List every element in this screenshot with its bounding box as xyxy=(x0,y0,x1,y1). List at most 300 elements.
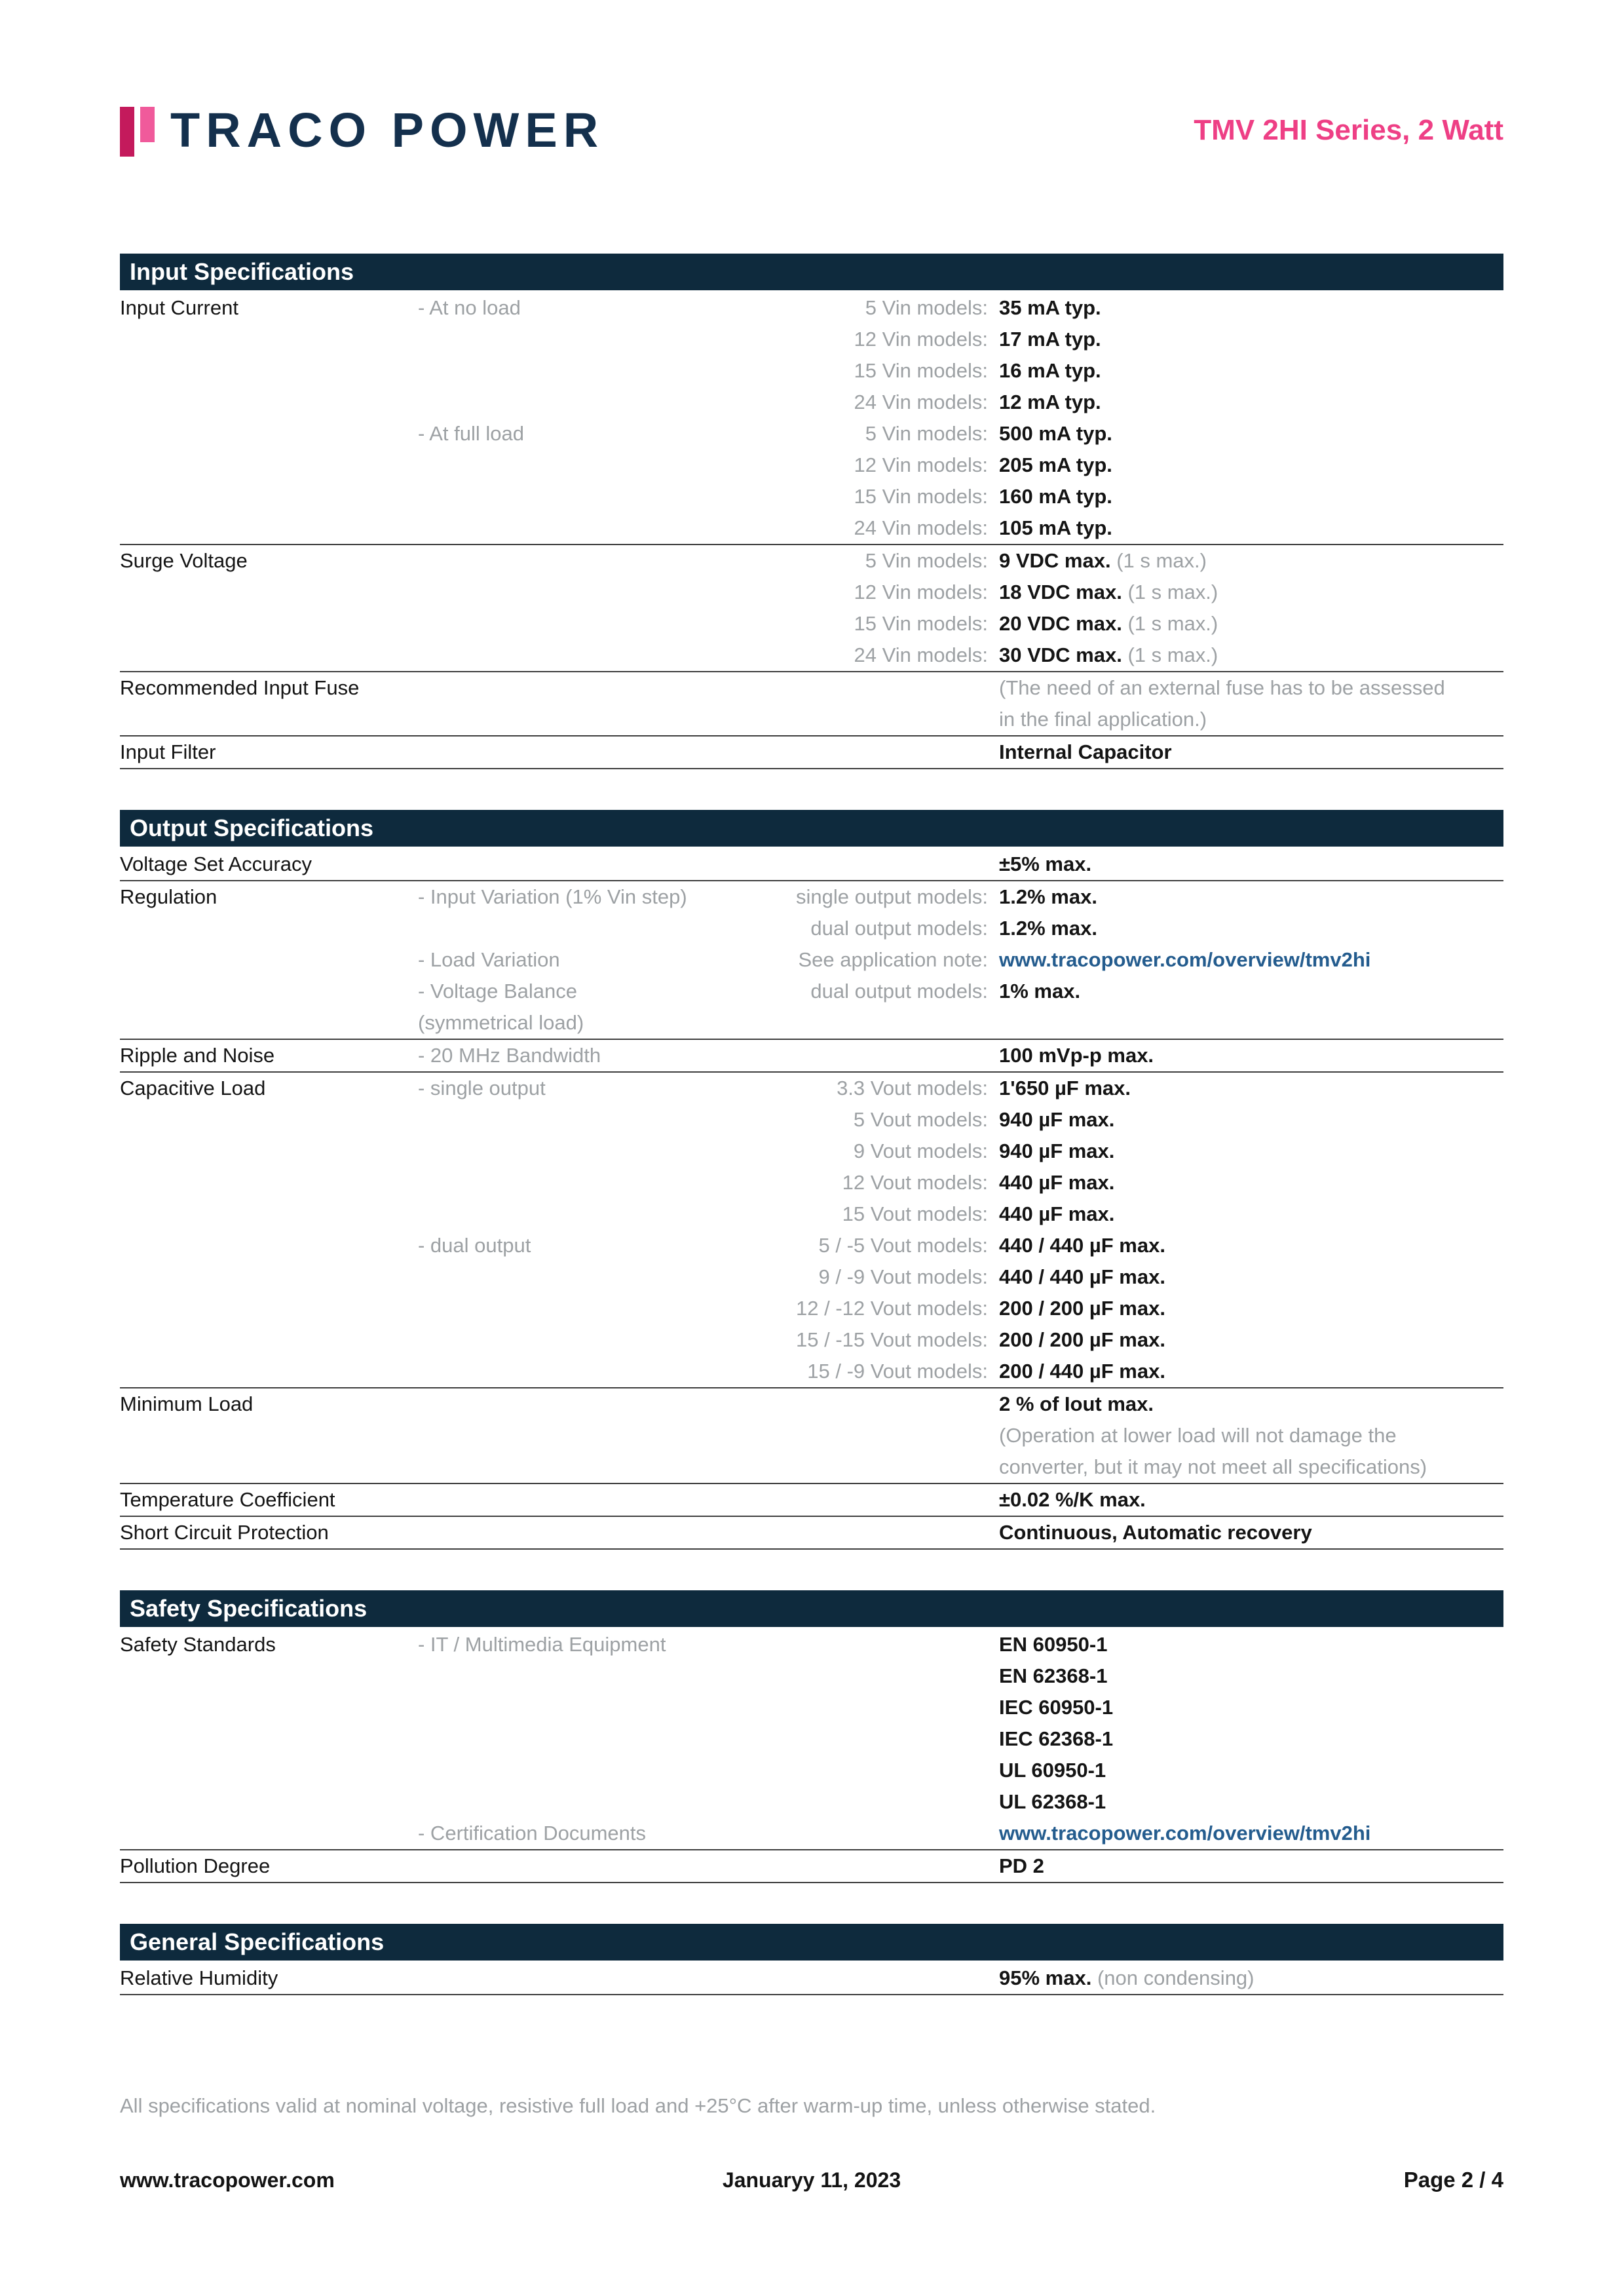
logo-text: TRACO POWER xyxy=(170,103,605,157)
spec-sublabel xyxy=(418,1104,762,1136)
spec-sublabel xyxy=(418,1850,762,1882)
spec-property xyxy=(120,1692,418,1723)
spec-model-label xyxy=(762,1818,988,1849)
spec-value-cell xyxy=(988,672,1503,704)
spec-value: ±5% max. xyxy=(999,852,1092,875)
spec-value: UL 60950-1 xyxy=(999,1759,1106,1782)
spec-sublabel xyxy=(418,512,762,544)
spec-value: 440 / 440 µF max. xyxy=(999,1234,1165,1257)
spec-model-label: 15 Vin models: xyxy=(854,485,988,508)
spec-sublabel xyxy=(418,737,762,768)
spec-row xyxy=(120,545,1503,577)
spec-value-cell xyxy=(988,387,1503,418)
spec-note: (1 s max.) xyxy=(1122,643,1218,666)
footer xyxy=(120,2168,1503,2192)
spec-model-label: 12 Vin models: xyxy=(854,453,988,476)
spec-row xyxy=(120,1692,1503,1723)
spec-model-label xyxy=(762,1786,988,1818)
spec-section xyxy=(120,1590,1503,1883)
traco-logo-icon xyxy=(120,104,155,157)
spec-note: (1 s max.) xyxy=(1110,549,1207,572)
spec-model-label: 12 Vin models: xyxy=(854,581,988,603)
spec-model-label: 12 Vout models: xyxy=(842,1171,988,1194)
spec-sublabel xyxy=(418,481,762,512)
spec-model-label xyxy=(762,737,988,768)
spec-property: Minimum Load xyxy=(120,1392,254,1415)
spec-property xyxy=(120,450,418,481)
spec-row xyxy=(120,1136,1503,1167)
spec-row xyxy=(120,1818,1503,1850)
spec-sublabel xyxy=(418,1962,762,1994)
spec-row xyxy=(120,608,1503,640)
spec-value-cell xyxy=(988,1324,1503,1356)
footnote: All specifications valid at nominal voltage, resistive full load and +25°C after warm-up time, unless otherwise stated. xyxy=(120,2094,1156,2117)
spec-model-label xyxy=(762,1517,988,1548)
footer-page-number: Page 2 / 4 xyxy=(1403,2168,1503,2192)
spec-property: Safety Standards xyxy=(120,1633,276,1656)
spec-value: PD 2 xyxy=(999,1854,1044,1877)
section-title: Output Specifications xyxy=(120,810,1503,847)
spec-value-cell xyxy=(988,881,1503,913)
spec-sublabel: - dual output xyxy=(418,1234,531,1257)
spec-value-cell xyxy=(988,1136,1503,1167)
spec-note: (The need of an external fuse has to be assessed xyxy=(999,676,1445,699)
spec-row xyxy=(120,1723,1503,1755)
spec-value-cell xyxy=(988,1484,1503,1516)
spec-value: Internal Capacitor xyxy=(999,740,1172,763)
spec-sublabel: - At full load xyxy=(418,422,524,445)
spec-property xyxy=(120,418,418,450)
spec-sublabel xyxy=(418,704,762,735)
spec-sublabel xyxy=(418,849,762,880)
spec-value-cell xyxy=(988,545,1503,577)
spec-value-cell xyxy=(988,1198,1503,1230)
spec-value: 440 / 440 µF max. xyxy=(999,1265,1165,1288)
spec-model-label xyxy=(762,1850,988,1882)
spec-sublabel xyxy=(418,545,762,577)
spec-sublabel: - 20 MHz Bandwidth xyxy=(418,1044,601,1067)
spec-model-label xyxy=(762,704,988,735)
footer-date: Januaryy 11, 2023 xyxy=(722,2168,901,2192)
spec-property xyxy=(120,704,418,735)
spec-model-label: dual output models: xyxy=(810,917,988,940)
spec-model-label xyxy=(762,1007,988,1039)
spec-sublabel xyxy=(418,355,762,387)
spec-row xyxy=(120,704,1503,737)
spec-value-cell xyxy=(988,1007,1503,1039)
header xyxy=(120,0,1503,158)
spec-sublabel xyxy=(418,1136,762,1167)
spec-property xyxy=(120,1818,418,1849)
spec-value: 940 µF max. xyxy=(999,1139,1115,1162)
spec-model-label xyxy=(762,672,988,704)
spec-property: Ripple and Noise xyxy=(120,1044,275,1067)
spec-row xyxy=(120,481,1503,512)
spec-value-cell xyxy=(988,704,1503,735)
spec-value: 35 mA typ. xyxy=(999,296,1101,319)
spec-property: Pollution Degree xyxy=(120,1854,271,1877)
spec-property xyxy=(120,355,418,387)
spec-row xyxy=(120,737,1503,769)
logo-bar-pink xyxy=(140,107,155,142)
spec-model-label xyxy=(762,849,988,880)
spec-model-label: 15 Vin models: xyxy=(854,359,988,382)
spec-value-cell xyxy=(988,737,1503,768)
spec-property xyxy=(120,1167,418,1198)
spec-row xyxy=(120,355,1503,387)
spec-value-cell xyxy=(988,1962,1503,1994)
spec-model-label: 5 / -5 Vout models: xyxy=(818,1234,988,1257)
spec-model-label: 5 Vin models: xyxy=(865,296,988,319)
spec-value-cell xyxy=(988,849,1503,880)
spec-value-cell xyxy=(988,913,1503,944)
spec-property: Input Current xyxy=(120,296,238,319)
spec-value-cell xyxy=(988,481,1503,512)
spec-property xyxy=(120,913,418,944)
spec-sublabel xyxy=(418,1660,762,1692)
spec-property: Regulation xyxy=(120,885,217,908)
spec-model-label xyxy=(762,1629,988,1660)
spec-row xyxy=(120,1451,1503,1484)
spec-value-cell xyxy=(988,418,1503,450)
spec-property xyxy=(120,1420,418,1451)
spec-value: 105 mA typ. xyxy=(999,516,1112,539)
spec-value-cell xyxy=(988,1517,1503,1548)
spec-sublabel xyxy=(418,1517,762,1548)
spec-row xyxy=(120,512,1503,545)
spec-value: 200 / 200 µF max. xyxy=(999,1328,1165,1351)
spec-value: 440 µF max. xyxy=(999,1171,1115,1194)
spec-sublabel: - single output xyxy=(418,1077,546,1100)
spec-sublabel xyxy=(418,1198,762,1230)
spec-value-cell xyxy=(988,1451,1503,1483)
section-title: Safety Specifications xyxy=(120,1590,1503,1627)
spec-value-cell xyxy=(988,1818,1503,1849)
spec-model-label xyxy=(762,1755,988,1786)
spec-note: in the final application.) xyxy=(999,708,1207,731)
spec-property xyxy=(120,1230,418,1261)
spec-row xyxy=(120,1198,1503,1230)
spec-sublabel xyxy=(418,608,762,640)
spec-row xyxy=(120,1356,1503,1388)
spec-section xyxy=(120,254,1503,769)
spec-model-label: 12 Vin models: xyxy=(854,328,988,351)
spec-value-cell xyxy=(988,1293,1503,1324)
spec-row xyxy=(120,1040,1503,1073)
spec-property xyxy=(120,608,418,640)
spec-value-cell xyxy=(988,1167,1503,1198)
spec-value: 2 % of Iout max. xyxy=(999,1392,1154,1415)
spec-row xyxy=(120,1850,1503,1883)
spec-sublabel xyxy=(418,1755,762,1786)
spec-value: 200 / 200 µF max. xyxy=(999,1297,1165,1320)
spec-property: Surge Voltage xyxy=(120,549,248,572)
spec-row xyxy=(120,577,1503,608)
spec-sublabel: - Certification Documents xyxy=(418,1822,647,1845)
spec-row xyxy=(120,1230,1503,1261)
spec-property: Voltage Set Accuracy xyxy=(120,852,312,875)
spec-value: 20 VDC max. xyxy=(999,612,1122,635)
spec-row xyxy=(120,1629,1503,1660)
spec-model-label xyxy=(762,1484,988,1516)
spec-property: Short Circuit Protection xyxy=(120,1521,329,1544)
spec-property xyxy=(120,577,418,608)
spec-model-label xyxy=(762,1388,988,1420)
spec-value: 440 µF max. xyxy=(999,1202,1115,1225)
spec-sublabel: (symmetrical load) xyxy=(418,1011,584,1034)
spec-value: 160 mA typ. xyxy=(999,485,1112,508)
spec-sublabel xyxy=(418,1388,762,1420)
spec-row xyxy=(120,324,1503,355)
spec-model-label xyxy=(762,1040,988,1071)
spec-row xyxy=(120,418,1503,450)
spec-value: 18 VDC max. xyxy=(999,581,1122,603)
spec-section xyxy=(120,1924,1503,1995)
spec-model-label xyxy=(762,1723,988,1755)
spec-sublabel: - Voltage Balance xyxy=(418,980,578,1003)
spec-sublabel xyxy=(418,672,762,704)
spec-note: (1 s max.) xyxy=(1122,612,1218,635)
spec-property xyxy=(120,512,418,544)
spec-property xyxy=(120,1136,418,1167)
spec-note: (non condensing) xyxy=(1091,1966,1255,1989)
spec-sublabel xyxy=(418,1293,762,1324)
spec-value: 1'650 µF max. xyxy=(999,1077,1131,1100)
spec-sublabel xyxy=(418,1420,762,1451)
spec-value: 205 mA typ. xyxy=(999,453,1112,476)
spec-sublabel xyxy=(418,1723,762,1755)
spec-row xyxy=(120,1167,1503,1198)
spec-sublabel xyxy=(418,1786,762,1818)
spec-note: converter, but it may not meet all specifications) xyxy=(999,1455,1427,1478)
spec-sublabel: - Load Variation xyxy=(418,948,560,971)
spec-model-label: See application note: xyxy=(798,948,988,971)
spec-value-cell xyxy=(988,450,1503,481)
spec-value-cell xyxy=(988,355,1503,387)
spec-value: 1.2% max. xyxy=(999,885,1097,908)
spec-model-label: 15 Vout models: xyxy=(842,1202,988,1225)
spec-value: 200 / 440 µF max. xyxy=(999,1360,1165,1383)
spec-value-cell xyxy=(988,1356,1503,1387)
spec-row xyxy=(120,1484,1503,1517)
spec-model-label xyxy=(762,1692,988,1723)
spec-sublabel xyxy=(418,577,762,608)
logo-bar-dark xyxy=(120,107,134,157)
spec-row xyxy=(120,1660,1503,1692)
spec-note: (Operation at lower load will not damage the xyxy=(999,1424,1397,1447)
spec-model-label: 9 Vout models: xyxy=(853,1139,988,1162)
spec-value-cell xyxy=(988,1040,1503,1071)
spec-property xyxy=(120,1451,418,1483)
spec-row xyxy=(120,1261,1503,1293)
spec-value: ±0.02 %/K max. xyxy=(999,1488,1146,1511)
spec-sublabel xyxy=(418,1451,762,1483)
spec-row xyxy=(120,976,1503,1007)
spec-row xyxy=(120,1420,1503,1451)
spec-value: 1% max. xyxy=(999,980,1081,1003)
spec-row xyxy=(120,1786,1503,1818)
spec-model-label: dual output models: xyxy=(810,980,988,1003)
spec-property xyxy=(120,944,418,976)
spec-model-label: 24 Vin models: xyxy=(854,643,988,666)
spec-value: UL 62368-1 xyxy=(999,1790,1106,1813)
spec-row xyxy=(120,1104,1503,1136)
spec-value: 500 mA typ. xyxy=(999,422,1112,445)
spec-property xyxy=(120,1356,418,1387)
spec-row xyxy=(120,672,1503,704)
spec-model-label: single output models: xyxy=(796,885,988,908)
spec-row xyxy=(120,1517,1503,1550)
spec-value-cell xyxy=(988,1230,1503,1261)
spec-model-label: 12 / -12 Vout models: xyxy=(796,1297,988,1320)
spec-row xyxy=(120,1962,1503,1995)
spec-value: 100 mVp-p max. xyxy=(999,1044,1154,1067)
spec-value: 95% max. xyxy=(999,1966,1092,1989)
spec-property: Temperature Coefficient xyxy=(120,1488,335,1511)
spec-value: 17 mA typ. xyxy=(999,328,1101,351)
spec-model-label xyxy=(762,1451,988,1483)
spec-model-label xyxy=(762,1962,988,1994)
spec-sections xyxy=(120,254,1503,1995)
spec-value-cell xyxy=(988,944,1503,976)
spec-sublabel xyxy=(418,1692,762,1723)
spec-property: Capacitive Load xyxy=(120,1077,266,1100)
spec-property xyxy=(120,1723,418,1755)
spec-row xyxy=(120,640,1503,672)
spec-model-label: 3.3 Vout models: xyxy=(837,1077,988,1100)
spec-property xyxy=(120,1198,418,1230)
spec-value: 16 mA typ. xyxy=(999,359,1101,382)
spec-model-label: 15 / -9 Vout models: xyxy=(807,1360,988,1383)
spec-model-label: 9 / -9 Vout models: xyxy=(818,1265,988,1288)
spec-model-label: 24 Vin models: xyxy=(854,391,988,413)
spec-sublabel xyxy=(418,450,762,481)
spec-value: 1.2% max. xyxy=(999,917,1097,940)
spec-value-cell xyxy=(988,1786,1503,1818)
section-title: Input Specifications xyxy=(120,254,1503,290)
spec-property xyxy=(120,1007,418,1039)
spec-value: IEC 60950-1 xyxy=(999,1696,1114,1719)
spec-value-cell xyxy=(988,640,1503,671)
spec-property xyxy=(120,1786,418,1818)
section-title: General Specifications xyxy=(120,1924,1503,1961)
spec-model-label: 5 Vin models: xyxy=(865,422,988,445)
spec-note: (1 s max.) xyxy=(1122,581,1218,603)
spec-sublabel xyxy=(418,1261,762,1293)
spec-value-cell xyxy=(988,1073,1503,1104)
spec-model-label xyxy=(762,1420,988,1451)
spec-row xyxy=(120,1073,1503,1104)
spec-value-cell xyxy=(988,324,1503,355)
spec-property xyxy=(120,1755,418,1786)
spec-value-cell xyxy=(988,1850,1503,1882)
spec-property xyxy=(120,1261,418,1293)
spec-value-cell xyxy=(988,1723,1503,1755)
spec-value: 9 VDC max. xyxy=(999,549,1111,572)
spec-property: Recommended Input Fuse xyxy=(120,676,360,699)
spec-property xyxy=(120,1660,418,1692)
spec-property xyxy=(120,324,418,355)
spec-property xyxy=(120,976,418,1007)
spec-value-cell xyxy=(988,1629,1503,1660)
spec-sublabel: - At no load xyxy=(418,296,521,319)
spec-sublabel xyxy=(418,324,762,355)
spec-sublabel: - IT / Multimedia Equipment xyxy=(418,1633,666,1656)
spec-property xyxy=(120,1293,418,1324)
spec-sublabel xyxy=(418,913,762,944)
spec-value-cell xyxy=(988,512,1503,544)
spec-property xyxy=(120,1324,418,1356)
spec-row xyxy=(120,1388,1503,1420)
series-title: TMV 2HI Series, 2 Watt xyxy=(1194,113,1503,146)
spec-row xyxy=(120,881,1503,913)
spec-sublabel: - Input Variation (1% Vin step) xyxy=(418,885,687,908)
spec-row xyxy=(120,913,1503,944)
spec-model-label: 15 / -15 Vout models: xyxy=(796,1328,988,1351)
spec-model-label xyxy=(762,1660,988,1692)
spec-value-cell xyxy=(988,1104,1503,1136)
spec-value-cell xyxy=(988,608,1503,640)
spec-model-label: 5 Vin models: xyxy=(865,549,988,572)
spec-row xyxy=(120,1293,1503,1324)
spec-property xyxy=(120,1104,418,1136)
spec-property xyxy=(120,387,418,418)
spec-value-cell xyxy=(988,577,1503,608)
spec-model-label: 24 Vin models: xyxy=(854,516,988,539)
spec-value-cell xyxy=(988,1755,1503,1786)
spec-model-label: 15 Vin models: xyxy=(854,612,988,635)
spec-row xyxy=(120,1007,1503,1040)
traco-logo xyxy=(120,102,604,158)
spec-property: Input Filter xyxy=(120,740,216,763)
spec-row xyxy=(120,292,1503,324)
spec-sublabel xyxy=(418,1484,762,1516)
footer-website-link[interactable]: www.tracopower.com xyxy=(120,2168,335,2192)
spec-value: IEC 62368-1 xyxy=(999,1727,1114,1750)
spec-value: EN 60950-1 xyxy=(999,1633,1108,1656)
spec-model-label: 5 Vout models: xyxy=(853,1108,988,1131)
spec-value: 30 VDC max. xyxy=(999,643,1122,666)
spec-sublabel xyxy=(418,1324,762,1356)
spec-value-cell xyxy=(988,976,1503,1007)
spec-row xyxy=(120,1324,1503,1356)
spec-sublabel xyxy=(418,1356,762,1387)
page-content xyxy=(120,0,1503,1995)
spec-row xyxy=(120,944,1503,976)
spec-value: 940 µF max. xyxy=(999,1108,1115,1131)
spec-value: 12 mA typ. xyxy=(999,391,1101,413)
spec-value: EN 62368-1 xyxy=(999,1664,1108,1687)
spec-url-link[interactable]: www.tracopower.com/overview/tmv2hi xyxy=(999,1822,1371,1845)
spec-row xyxy=(120,1755,1503,1786)
spec-row xyxy=(120,849,1503,881)
spec-section xyxy=(120,810,1503,1550)
spec-value-cell xyxy=(988,1388,1503,1420)
spec-value: Continuous, Automatic recovery xyxy=(999,1521,1312,1544)
spec-value-cell xyxy=(988,1660,1503,1692)
spec-sublabel xyxy=(418,387,762,418)
spec-sublabel xyxy=(418,1167,762,1198)
spec-sublabel xyxy=(418,640,762,671)
spec-value-cell xyxy=(988,292,1503,324)
spec-property xyxy=(120,640,418,671)
spec-row xyxy=(120,450,1503,481)
spec-value-cell xyxy=(988,1692,1503,1723)
spec-url-link[interactable]: www.tracopower.com/overview/tmv2hi xyxy=(999,948,1371,971)
spec-value-cell xyxy=(988,1261,1503,1293)
spec-row xyxy=(120,387,1503,418)
spec-value-cell xyxy=(988,1420,1503,1451)
